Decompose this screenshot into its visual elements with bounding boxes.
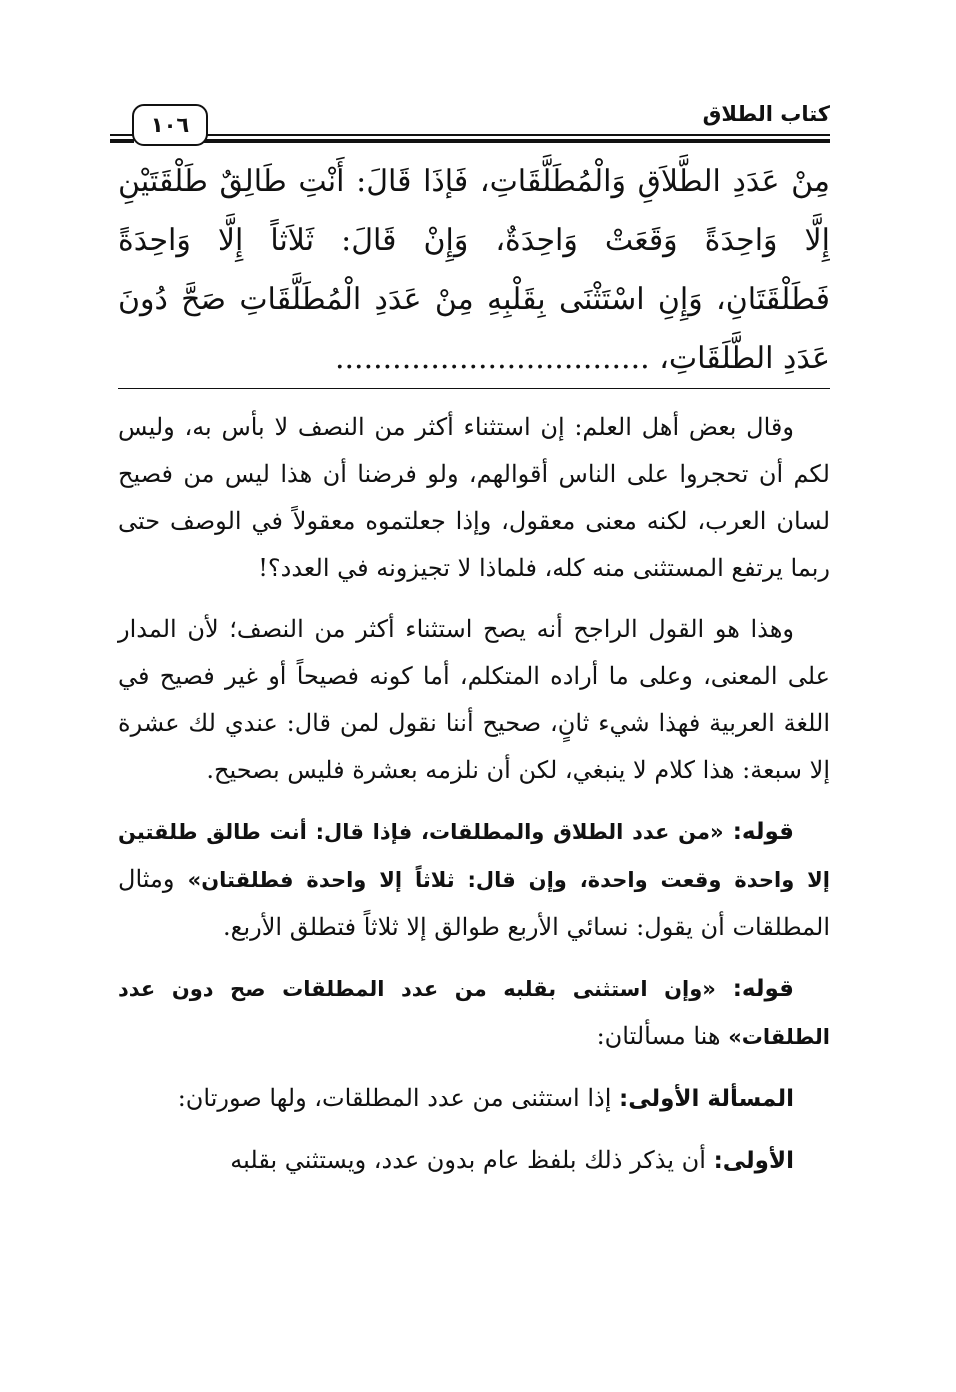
- paragraph-3-quote: «من عدد الطلاق والمطلقات، فإذا قال: أنت طالق طلقتين إلا واحدة وقعت واحدة، وإن قال: ثلاثاً إلا واحدة فطلقتان»: [118, 820, 830, 892]
- paragraph-3-rest: ومثال المطلقات أن يقول: نسائي الأربع طوالق إلا ثلاثاً فتطلق الأربع.: [118, 865, 830, 941]
- header-rule-thin: [204, 134, 830, 136]
- matn-line-4: عَدَدِ الطَّلَقَاتِ، .................................: [334, 341, 830, 376]
- header-rule-thick: [204, 139, 830, 143]
- page-header: [110, 92, 830, 152]
- header-rule-thick-left: [110, 139, 134, 143]
- header-rule-thin-left: [110, 134, 134, 136]
- book-title: كتاب الطلاق: [702, 102, 830, 126]
- paragraph-4-quote: «وإن استثنى بقلبه من عدد المطلقات صح دون عدد الطلقات»: [118, 977, 830, 1049]
- matn-divider: [118, 388, 830, 389]
- paragraph-6-rest: أن يذكر ذلك بلفظ عام بدون عدد، ويستثني بقلبه: [230, 1146, 706, 1174]
- paragraph-5: [118, 1075, 830, 1123]
- page-number: ١٠٦: [132, 104, 208, 146]
- matn-line-3: فَطَلْقَتَانِ، وَإِنِ اسْتَثْنَى بِقَلْبِهِ مِنْ عَدَدِ الْمُطَلَّقَاتِ صَحَّ دُونَ: [118, 282, 830, 317]
- paragraph-3: [118, 808, 830, 951]
- paragraph-6: [118, 1137, 830, 1185]
- paragraph-5-lead: المسألة الأولى:: [619, 1086, 794, 1112]
- matn-text: [118, 152, 830, 388]
- paragraph-4-lead: قوله:: [732, 976, 794, 1002]
- paragraph-1: وقال بعض أهل العلم: إن استثناء أكثر من النصف لا بأس به، وليس لكم أن تحجروا على الناس أقوالهم، ولو فرضنا أن هذا ليس من فصيح لسان العرب، لكنه معنى معقول، وإذا جعلتموه معقولاً في الوصف حتى ربما يرتفع المستثنى منه كله، فلماذا لا تجيزونه في العدد؟!: [118, 413, 830, 582]
- paragraph-5-rest: إذا استثنى من عدد المطلقات، ولها صورتان:: [177, 1084, 612, 1112]
- matn-line-2: إِلَّا وَاحِدَةً وَقَعَتْ وَاحِدَةٌ، وَإِنْ قَالَ: ثَلاَثاً إِلَّا وَاحِدَةً: [118, 223, 830, 258]
- paragraph-4: [118, 965, 830, 1061]
- matn-line-1: مِنْ عَدَدِ الطَّلاَقِ وَالْمُطَلَّقَاتِ، فَإذَا قَالَ: أَنْتِ طَالِقٌ طَلْقَتَيْنِ: [118, 164, 830, 199]
- commentary: [118, 404, 830, 1199]
- paragraph-4-rest: هنا مسألتان:: [596, 1022, 721, 1050]
- paragraph-2: وهذا هو القول الراجح أنه يصح استثناء أكثر من النصف؛ لأن المدار على المعنى، وعلى ما أراده المتكلم، أما كونه فصيحاً أو غير فصيح في اللغة العربية فهذا شيء ثانٍ، صحيح أننا نقول لمن قال: عندي لك عشرة إلا سبعة: هذا كلام لا ينبغي، لكن أن نلزمه بعشرة فليس بصحيح.: [118, 615, 830, 784]
- paragraph-3-lead: قوله:: [732, 819, 794, 845]
- paragraph-6-lead: الأولى:: [713, 1148, 794, 1174]
